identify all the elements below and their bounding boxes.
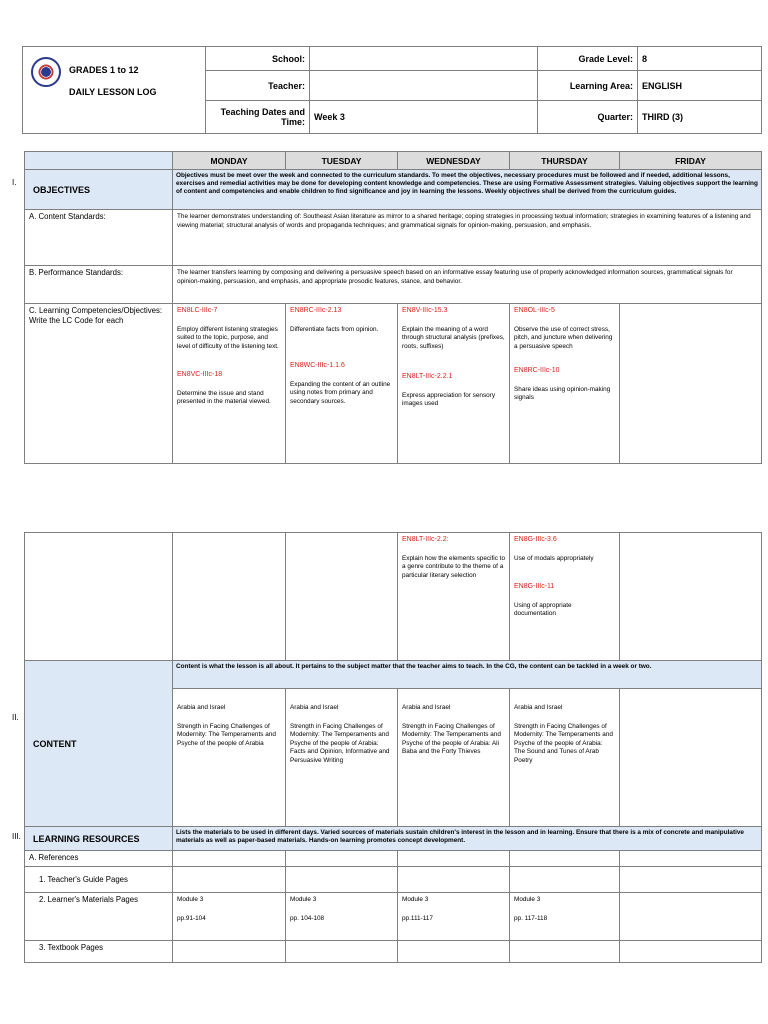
quarter-field[interactable]: THIRD (3): [638, 101, 762, 134]
textbook-pages-label: 3. Textbook Pages: [25, 941, 173, 963]
content-thursday[interactable]: [510, 689, 620, 827]
competencies-friday[interactable]: [620, 304, 762, 464]
performance-standards-text[interactable]: The learner transfers learning by composing and delivering a persuasive speech based on an informative essay featuring use of properly acknowledged information sources, grammatical signals for opinion-making, persuasion, and emphasis, and appropriate prosodic features, stance, and behavior.: [173, 266, 762, 304]
content-roman: II.: [12, 713, 19, 722]
references-friday[interactable]: [620, 851, 762, 867]
tb-friday[interactable]: [620, 941, 762, 963]
dates-field[interactable]: Week 3: [310, 101, 538, 134]
content-subtopic: Strength in Facing Challenges of Modernity: The Temperaments and Psyche of the people of Arabia: The Sound and Tunes of Arab Poetry: [514, 722, 613, 764]
module-name: Module 3: [290, 896, 317, 903]
content-topic: Arabia and Israel: [402, 704, 451, 711]
area-label: Learning Area:: [538, 71, 638, 101]
content-topic: Arabia and Israel: [514, 704, 563, 711]
lm-wednesday[interactable]: [398, 893, 510, 941]
references-monday[interactable]: [173, 851, 286, 867]
module-name: Module 3: [514, 896, 541, 903]
area-field[interactable]: ENGLISH: [638, 71, 762, 101]
lc-text: Expanding the content of an outline using notes from primary and secondary sources.: [290, 380, 391, 405]
content-wednesday[interactable]: [398, 689, 510, 827]
day-thursday: THURSDAY: [510, 152, 620, 170]
content-standards-label: A. Content Standards:: [25, 210, 173, 266]
resources-heading: LEARNING RESOURCES: [25, 827, 173, 851]
lc-code: EN8VC-IIIc-18: [177, 371, 223, 378]
teacher-label: Teacher:: [206, 71, 310, 101]
continued-monday[interactable]: [173, 533, 286, 661]
day-friday: FRIDAY: [620, 152, 762, 170]
header-table: [22, 46, 762, 134]
tb-wednesday[interactable]: [398, 941, 510, 963]
grade-field[interactable]: 8: [638, 47, 762, 71]
lc-text: Explain how the elements specific to a genre contribute to the theme of a particular literary selection: [402, 554, 506, 579]
references-tuesday[interactable]: [286, 851, 398, 867]
module-name: Module 3: [177, 896, 204, 903]
tb-monday[interactable]: [173, 941, 286, 963]
tg-friday[interactable]: [620, 867, 762, 893]
content-standards-text[interactable]: The learner demonstrates understanding of: Southeast Asian literature as mirror to a shared heritage; coping strategies in processing textual information; strategies in examining features of a listening and viewing material; structural analysis of words and propaganda techniques; and grammatical signals for opinion-making, persuasion, and emphasis.: [173, 210, 762, 266]
lm-thursday[interactable]: [510, 893, 620, 941]
continued-friday[interactable]: [620, 533, 762, 661]
lc-code: EN8RC-IIIc-2.13: [290, 307, 342, 314]
teacher-field[interactable]: [310, 71, 538, 101]
lc-code: EN8G-IIIc-3.6: [514, 536, 557, 543]
content-friday[interactable]: [620, 689, 762, 827]
content-monday[interactable]: [173, 689, 286, 827]
objectives-table: [24, 151, 762, 464]
lc-code: EN8WC-IIIc-1.1.6: [290, 362, 345, 369]
tg-thursday[interactable]: [510, 867, 620, 893]
resources-roman: III.: [12, 832, 21, 841]
lc-text: Observe the use of correct stress, pitch, and juncture when delivering a persuasive speech: [514, 325, 613, 350]
tg-tuesday[interactable]: [286, 867, 398, 893]
day-wednesday: WEDNESDAY: [398, 152, 510, 170]
references-label: A. References: [25, 851, 173, 867]
lc-code: EN8LT-IIIc-2.2.1: [402, 373, 453, 380]
lc-code: EN8LC-IIIc-7: [177, 307, 218, 314]
lc-code: EN8RC-IIIc-10: [514, 367, 560, 374]
objectives-note: Objectives must be meet over the week and connected to the curriculum standards. To meet the objectives, necessary procedures must be followed and if needed, additional lessons, exercises and remedial activities may be done for developing content knowledge and competencies. These are using Formative Assessment strategies. Valuing objectives support the learning of content and competencies and enable children to find significance and joy in learning the lessons. Weekly objectives shall be derived from the curriculum guides.: [173, 170, 762, 210]
continued-tuesday[interactable]: [286, 533, 398, 661]
competencies-label: C. Learning Competencies/Objectives: Write the LC Code for each: [25, 304, 173, 464]
objectives-roman: I.: [12, 178, 17, 187]
dates-label: Teaching Dates and Time:: [206, 101, 310, 134]
continued-thursday[interactable]: [510, 533, 620, 661]
lc-code: EN8LT-IIIc-2.2:: [402, 536, 449, 543]
lc-text: Explain the meaning of a word through structural analysis (prefixes, roots, suffixes): [402, 325, 505, 350]
header-title-cell: [23, 47, 206, 134]
day-header-blank: [25, 152, 173, 170]
content-topic: Arabia and Israel: [290, 704, 339, 711]
content-subtopic: Strength in Facing Challenges of Modernity: The Temperaments and Psyche of the people of Arabia: Facts and Opinion, Informative and Persuasive Writing: [290, 722, 390, 764]
objectives-heading: OBJECTIVES: [25, 170, 173, 210]
lc-text: Employ different listening strategies suited to the topic, purpose, and level of difficulty of the listening text.: [177, 325, 279, 350]
title-line1: GRADES 1 to 12: [69, 65, 139, 75]
tg-monday[interactable]: [173, 867, 286, 893]
teachers-guide-label: 1. Teacher's Guide Pages: [25, 867, 173, 893]
competencies-thursday[interactable]: [510, 304, 620, 464]
references-wednesday[interactable]: [398, 851, 510, 867]
learners-materials-label: 2. Learner's Materials Pages: [25, 893, 173, 941]
school-label: School:: [206, 47, 310, 71]
lc-text: Share ideas using opinion-making signals: [514, 385, 611, 401]
lc-text: Using of appropriate documentation: [514, 601, 572, 617]
page-range: pp.91-104: [177, 914, 206, 922]
competencies-tuesday[interactable]: [286, 304, 398, 464]
module-name: Module 3: [402, 896, 429, 903]
competencies-wednesday[interactable]: [398, 304, 510, 464]
competencies-monday[interactable]: [173, 304, 286, 464]
lc-text: Express appreciation for sensory images used: [402, 391, 496, 407]
content-tuesday[interactable]: [286, 689, 398, 827]
day-monday: MONDAY: [173, 152, 286, 170]
title-line2: DAILY LESSON LOG: [69, 87, 157, 97]
page-range: pp. 104-108: [290, 914, 325, 922]
tb-thursday[interactable]: [510, 941, 620, 963]
page-range: pp. 117-118: [514, 914, 548, 922]
school-field[interactable]: [310, 47, 538, 71]
content-subtopic: Strength in Facing Challenges of Modernity: The Temperaments and Psyche of the people of Arabia: Ali Baba and the Forty Thieves: [402, 722, 501, 755]
lm-monday[interactable]: [173, 893, 286, 941]
content-note: Content is what the lesson is all about. It pertains to the subject matter that the teacher aims to teach. In the CG, the content can be tackled in a week or two.: [173, 661, 762, 689]
grade-label: Grade Level:: [538, 47, 638, 71]
lc-code: EN8V-IIIc-15.3: [402, 307, 448, 314]
lm-friday[interactable]: [620, 893, 762, 941]
lc-text: Use of modals appropriately: [514, 554, 594, 562]
tb-tuesday[interactable]: [286, 941, 398, 963]
continued-wednesday[interactable]: [398, 533, 510, 661]
lc-code: EN8OL-IIIc-5: [514, 307, 555, 314]
tg-wednesday[interactable]: [398, 867, 510, 893]
lesson-table: [24, 532, 762, 963]
day-tuesday: TUESDAY: [286, 152, 398, 170]
continued-label-cell: [25, 533, 173, 661]
lc-text: Differentiate facts from opinion.: [290, 325, 379, 333]
content-topic: Arabia and Israel: [177, 704, 226, 711]
deped-seal-icon: [31, 57, 61, 87]
references-thursday[interactable]: [510, 851, 620, 867]
quarter-label: Quarter:: [538, 101, 638, 134]
lc-code: EN8G-IIIc-11: [514, 583, 555, 590]
content-heading: CONTENT: [25, 661, 173, 827]
page-range: pp.111-117: [402, 914, 433, 922]
performance-standards-label: B. Performance Standards:: [25, 266, 173, 304]
content-subtopic: Strength in Facing Challenges of Modernity: The Temperaments and Psyche of the people of Arabia: [177, 722, 276, 747]
lc-text: Determine the issue and stand presented in the material viewed.: [177, 389, 271, 405]
resources-note: Lists the materials to be used in different days. Varied sources of materials sustain children's interest in the lesson and in learning. Ensure that there is a mix of concrete and manipulative materials as well as paper-based materials. Hands-on learning promotes concept development.: [173, 827, 762, 851]
lm-tuesday[interactable]: [286, 893, 398, 941]
